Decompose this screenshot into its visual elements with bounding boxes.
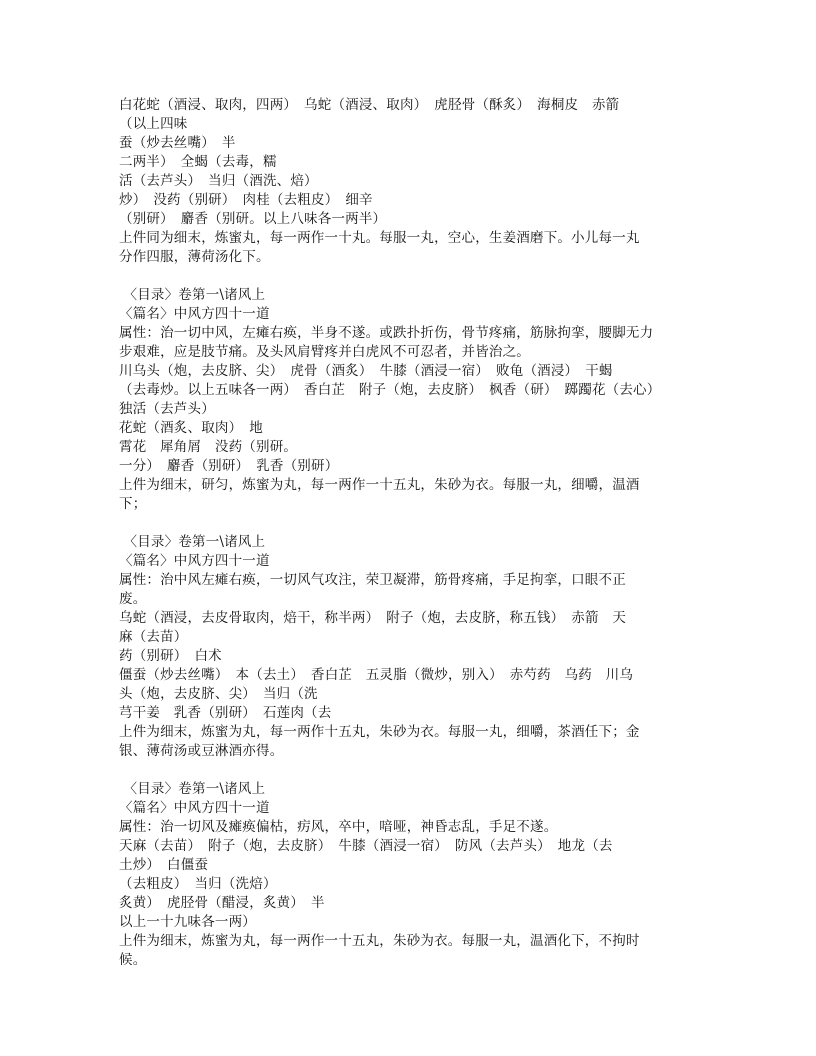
text-line: 属性：治一切风及瘫痪偏枯，疠风，卒中，喑哑，神昏志乱，手足不遂。 bbox=[119, 819, 558, 835]
text-line: （以上四味 bbox=[119, 116, 188, 132]
text-line: 下； bbox=[119, 496, 147, 512]
text-line: 〈篇名〉中风方四十一道 bbox=[119, 800, 270, 816]
text-line: 霄花 犀角屑 没药（别研。 bbox=[119, 439, 298, 455]
text-line: 乌蛇（酒浸，去皮骨取肉，焙干，称半两） 附子（炮，去皮脐，称五钱） 赤箭 天 bbox=[119, 610, 627, 626]
text-line: 天麻（去苗） 附子（炮，去皮脐） 牛膝（酒浸一宿） 防风（去芦头） 地龙（去 bbox=[119, 838, 613, 854]
text-line: 步艰难，应是肢节痛。及头风肩臂疼并白虎风不可忍者，并皆治之。 bbox=[119, 344, 530, 360]
text-line: 活（去芦头） 当归（酒洗、焙） bbox=[119, 173, 318, 189]
text-line: 〈目录〉卷第一\诸风上 bbox=[119, 287, 266, 303]
text-line: 上件为细末，炼蜜为丸，每一两作一十五丸，朱砂为衣。每服一丸，温酒化下，不拘时 bbox=[119, 933, 640, 949]
text-line: （去粗皮） 当归（洗焙） bbox=[119, 876, 277, 892]
text-line: 〈篇名〉中风方四十一道 bbox=[119, 553, 270, 569]
text-line: 〈目录〉卷第一\诸风上 bbox=[119, 781, 266, 797]
text-line: 属性：治一切中风，左瘫右痪，半身不遂。或跌扑折伤，骨节疼痛，筋脉拘挛，腰脚无力 bbox=[119, 325, 654, 341]
text-line: 〈篇名〉中风方四十一道 bbox=[119, 306, 270, 322]
text-line: 候。 bbox=[119, 952, 147, 968]
document-page bbox=[119, 96, 679, 989]
text-line: 花蛇（酒炙、取肉） 地 bbox=[119, 420, 263, 436]
text-line: 银、薄荷汤或豆淋酒亦得。 bbox=[119, 743, 284, 759]
text-line: 属性：治中风左瘫右痪，一切风气攻注，荣卫凝滞，筋骨疼痛，手足拘挛，口眼不正 bbox=[119, 572, 626, 588]
text-block bbox=[119, 286, 679, 514]
text-line: 以上一十九味各一两） bbox=[119, 914, 256, 930]
text-line: 川乌头（炮，去皮脐、尖） 虎骨（酒炙） 牛膝（酒浸一宿） 败龟（酒浸） 干蝎 bbox=[119, 363, 613, 379]
text-block bbox=[119, 96, 679, 267]
text-line: 头（炮，去皮脐、尖） 当归（洗 bbox=[119, 686, 318, 702]
text-line: 〈目录〉卷第一\诸风上 bbox=[119, 534, 266, 550]
text-line: 分作四服，薄荷汤化下。 bbox=[119, 249, 270, 265]
text-line: 独活（去芦头） bbox=[119, 401, 215, 417]
text-line: 麻（去苗） bbox=[119, 629, 188, 645]
text-line: （别研） 麝香（别研。以上八味各一两半） bbox=[119, 211, 387, 227]
text-line: 僵蚕（炒去丝嘴） 本（去土） 香白芷 五灵脂（微炒，别入） 赤芍药 乌药 川乌 bbox=[119, 667, 634, 683]
text-line: 上件为细末，研匀，炼蜜为丸，每一两作一十五丸，朱砂为衣。每服一丸，细嚼，温酒 bbox=[119, 477, 640, 493]
text-block bbox=[119, 780, 679, 970]
text-line: 上件同为细末，炼蜜丸，每一两作一十丸。每服一丸，空心，生姜酒磨下。小儿每一丸 bbox=[119, 230, 640, 246]
text-line: 一分） 麝香（别研） 乳香（别研） bbox=[119, 458, 339, 474]
text-line: 蚕（炒去丝嘴） 半 bbox=[119, 135, 236, 151]
text-line: 二两半） 全蝎（去毒，糯 bbox=[119, 154, 277, 170]
text-line: 废。 bbox=[119, 591, 147, 607]
text-line: 药（别研） 白术 bbox=[119, 648, 222, 664]
text-line: 土炒） 白僵蚕 bbox=[119, 857, 209, 873]
text-line: （去毒炒。以上五味各一两） 香白芷 附子（炮，去皮脐） 枫香（研） 踯躅花（去心） bbox=[119, 382, 661, 398]
text-line: 芎干姜 乳香（别研） 石莲肉（去 bbox=[119, 705, 332, 721]
text-line: 上件为细末，炼蜜为丸，每一两作十五丸，朱砂为衣。每服一丸，细嚼，茶酒任下；金 bbox=[119, 724, 640, 740]
text-line: 白花蛇（酒浸、取肉，四两） 乌蛇（酒浸、取肉） 虎胫骨（酥炙） 海桐皮 赤箭 bbox=[119, 97, 620, 113]
text-line: 炒） 没药（别研） 肉桂（去粗皮） 细辛 bbox=[119, 192, 373, 208]
text-block bbox=[119, 533, 679, 761]
text-line: 炙黄） 虎胫骨（醋浸，炙黄） 半 bbox=[119, 895, 325, 911]
